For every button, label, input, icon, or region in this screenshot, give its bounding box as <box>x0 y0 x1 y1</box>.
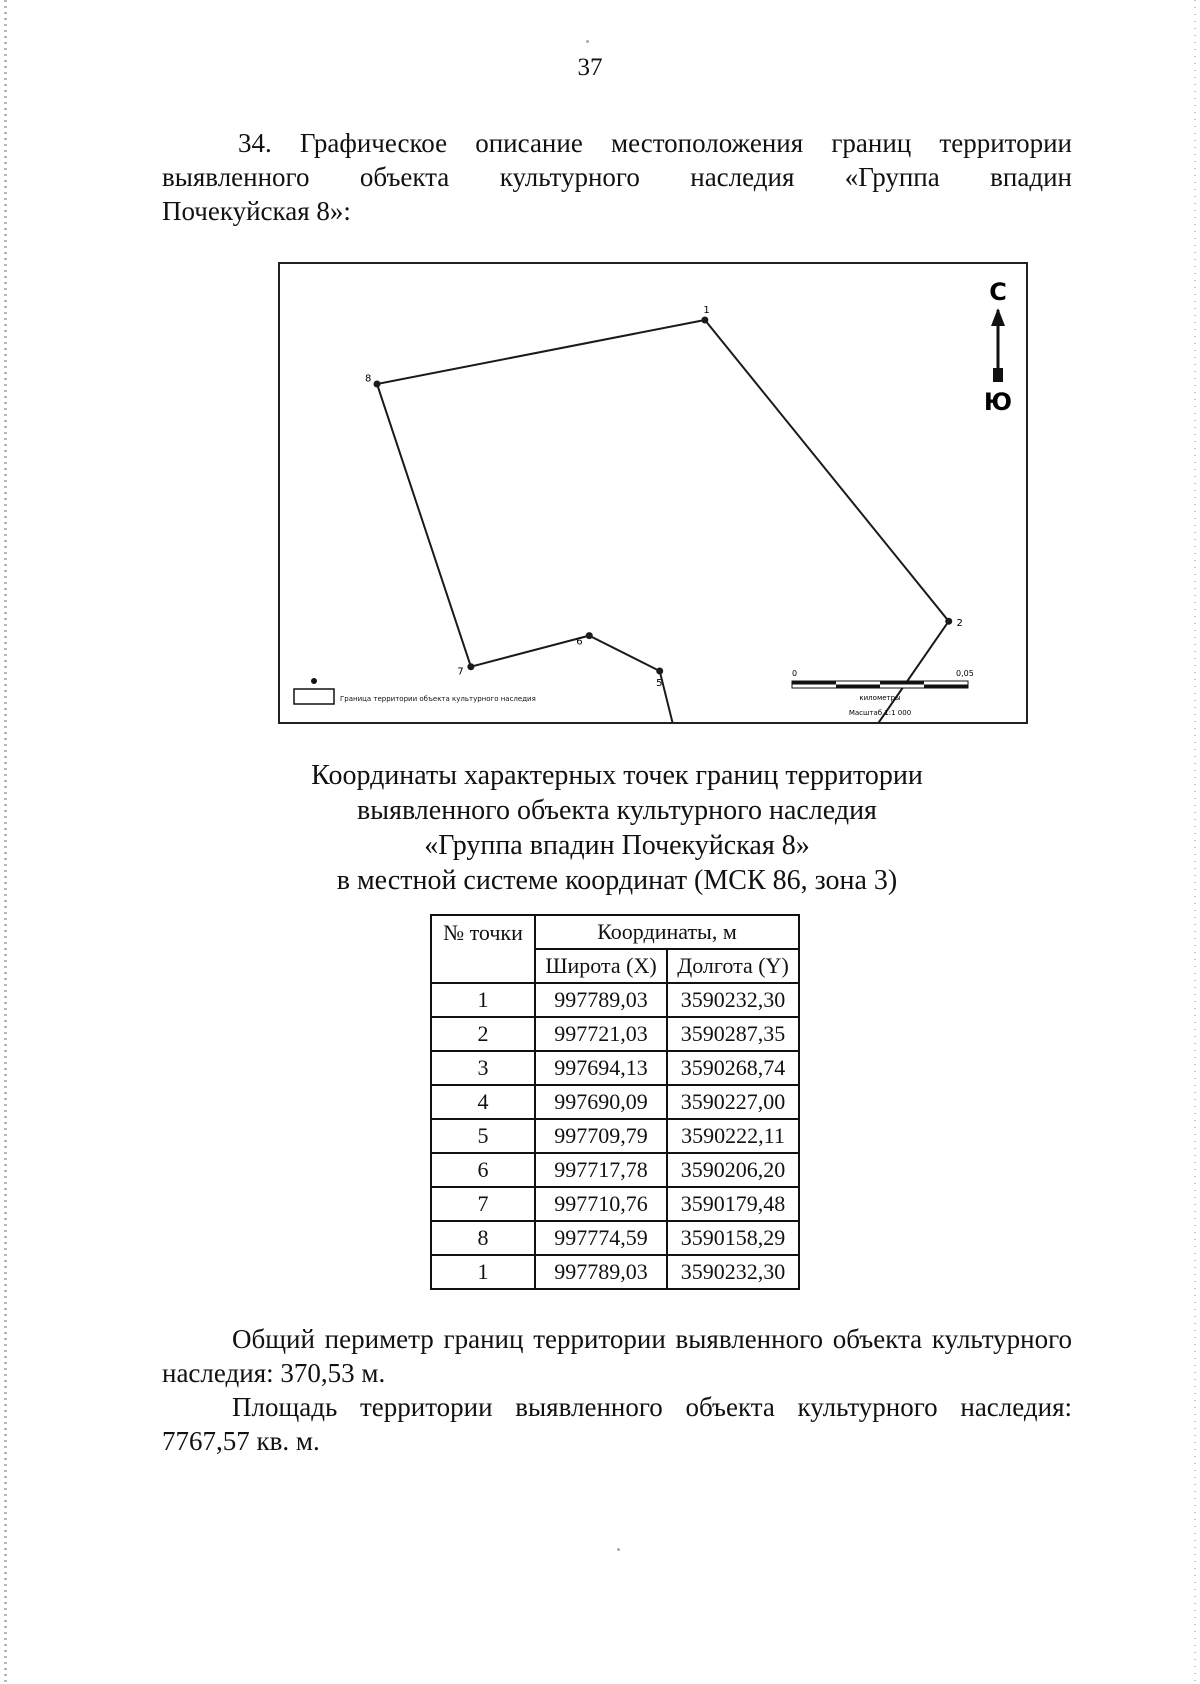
table-row <box>431 1187 799 1221</box>
table-row <box>431 1221 799 1255</box>
south-label: Ю <box>983 388 1013 416</box>
cell-point: 4 <box>431 1085 535 1119</box>
cell-point: 2 <box>431 1017 535 1051</box>
cell-x: 997789,03 <box>535 983 667 1017</box>
scale-unit: километры <box>859 694 901 702</box>
table-row <box>431 983 799 1017</box>
cell-x: 997710,76 <box>535 1187 667 1221</box>
boundary-point-marker <box>656 668 663 675</box>
cell-point: 1 <box>431 1255 535 1289</box>
boundary-point-label: 8 <box>365 373 372 385</box>
cell-point: 5 <box>431 1119 535 1153</box>
boundary-points <box>365 305 963 722</box>
boundary-point-label: 5 <box>656 678 663 689</box>
boundary-map-canvas <box>280 264 1026 722</box>
boundary-point-marker <box>374 380 381 387</box>
cell-x: 997721,03 <box>535 1017 667 1051</box>
boundary-map <box>278 262 1028 724</box>
section-heading-end: Почекуйская 8»: <box>162 196 351 226</box>
table-row <box>431 1017 799 1051</box>
boundary-point-marker <box>586 632 593 639</box>
caption-line: выявленного объекта культурного наследия <box>357 795 877 826</box>
header-coordinates: Координаты, м <box>535 915 799 949</box>
caption-line: в местной системе координат (МСК 86, зона 3) <box>336 865 898 896</box>
cell-y: 3590287,35 <box>667 1017 799 1051</box>
table-row <box>431 1255 799 1289</box>
cell-point: 3 <box>431 1051 535 1085</box>
north-label: С <box>989 278 1007 306</box>
cell-x: 997774,59 <box>535 1221 667 1255</box>
boundary-point-marker <box>945 618 952 625</box>
caption-line: «Группа впадин Почекуйская 8» <box>424 830 810 861</box>
table-row <box>431 1051 799 1085</box>
map-legend <box>294 678 536 704</box>
coordinates-caption <box>162 758 1072 898</box>
header-latitude: Широта (X) <box>535 949 667 983</box>
boundary-point-label: 2 <box>956 618 963 630</box>
cell-y: 3590179,48 <box>667 1187 799 1221</box>
cell-x: 997789,03 <box>535 1255 667 1289</box>
cell-y: 3590206,20 <box>667 1153 799 1187</box>
cell-y: 3590268,74 <box>667 1051 799 1085</box>
table-row <box>431 1085 799 1119</box>
cell-y: 3590158,29 <box>667 1221 799 1255</box>
scale-start: 0 <box>792 669 798 678</box>
header-point-number: № точки <box>431 915 535 983</box>
cell-y: 3590227,00 <box>667 1085 799 1119</box>
boundary-point-label: 6 <box>576 636 583 648</box>
boundary-point-label: 7 <box>457 666 464 678</box>
table-row <box>431 1119 799 1153</box>
cell-y: 3590222,11 <box>667 1119 799 1153</box>
legend-label: Граница территории объекта культурного наследия <box>340 695 536 703</box>
cell-x: 997717,78 <box>535 1153 667 1187</box>
north-arrow <box>984 278 1012 416</box>
cell-point: 7 <box>431 1187 535 1221</box>
boundary-point-label: 1 <box>703 305 710 317</box>
page-number: 37 <box>577 54 603 81</box>
scale-ratio: Масштаб 1:1 000 <box>848 709 912 717</box>
cell-point: 6 <box>431 1153 535 1187</box>
cell-x: 997694,13 <box>535 1051 667 1085</box>
territory-boundary <box>377 320 949 722</box>
cell-point: 8 <box>431 1221 535 1255</box>
perimeter-text: Общий периметр границ территории выявленного объекта культурного наследия: 370,53 м. <box>162 1324 1072 1388</box>
scan-edge-right <box>1194 0 1196 1684</box>
boundary-point-marker <box>467 663 474 670</box>
cell-y: 3590232,30 <box>667 983 799 1017</box>
header-longitude: Долгота (Y) <box>667 949 799 983</box>
scale-end: 0,05 <box>956 669 974 678</box>
area-text: Площадь территории выявленного объекта культурного наследия: 7767,57 кв. м. <box>162 1392 1072 1456</box>
scan-speck <box>617 1548 620 1551</box>
table-row <box>431 1153 799 1187</box>
scale-bar <box>792 669 974 717</box>
cell-x: 997690,09 <box>535 1085 667 1119</box>
cell-x: 997709,79 <box>535 1119 667 1153</box>
section-heading: 34. Графическое описание местоположения границ территории выявленного объекта культурного наследия «Группа впадин <box>162 128 1072 192</box>
scan-speck <box>586 40 589 43</box>
caption-line: Координаты характерных точек границ территории <box>311 760 923 791</box>
scan-edge-left <box>4 0 7 1684</box>
cell-point: 1 <box>431 983 535 1017</box>
boundary-point-marker <box>701 317 708 324</box>
coordinates-table <box>430 914 800 1290</box>
cell-y: 3590232,30 <box>667 1255 799 1289</box>
